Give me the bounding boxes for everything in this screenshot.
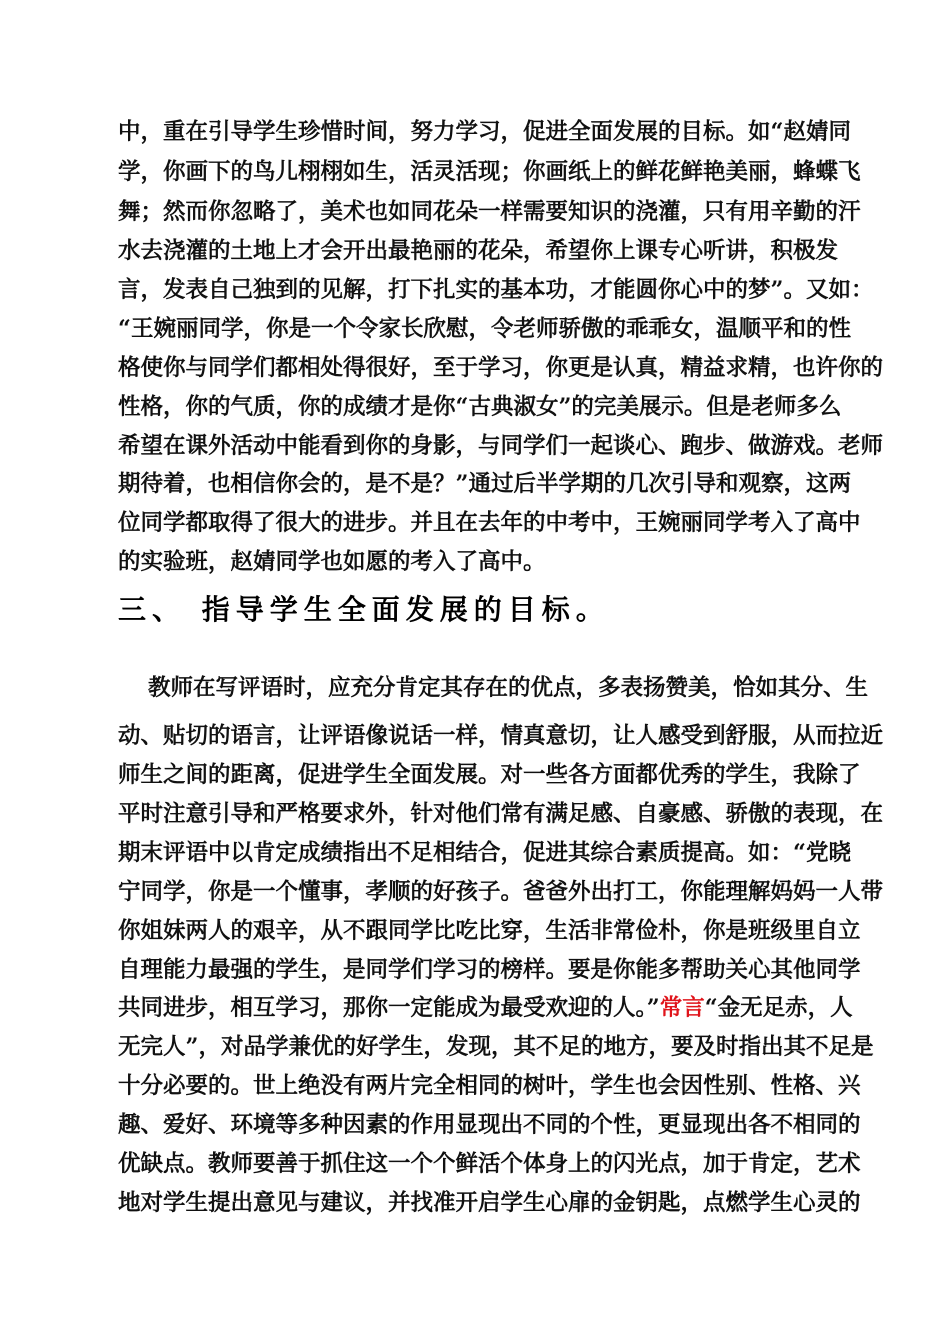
paragraph-line: 宁同学，你是一个懂事，孝顺的好孩子。爸爸外出打工，你能理解妈妈一人带 bbox=[118, 879, 884, 905]
paragraph-line: 格使你与同学们都相处得很好，至于学习，你更是认真，精益求精，也许你的 bbox=[118, 355, 884, 381]
paragraph-line: 中，重在引导学生珍惜时间，努力学习，促进全面发展的目标。如“赵婧同 bbox=[118, 119, 851, 145]
paragraph-line: 舞；然而你忽略了，美术也如同花朵一样需要知识的浇灌，只有用辛勤的汗 bbox=[118, 199, 861, 225]
highlight-text: 常言 bbox=[659, 995, 705, 1021]
paragraph-line: 你姐妹两人的艰辛，从不跟同学比吃比穿，生活非常俭朴，你是班级里自立 bbox=[118, 918, 861, 944]
paragraph-line: 十分必要的。世上绝没有两片完全相同的树叶，学生也会因性别、性格、兴 bbox=[118, 1073, 861, 1099]
paragraph-line: 言，发表自己独到的见解，打下扎实的基本功，才能圆你心中的梦”。又如： bbox=[118, 277, 874, 303]
text-segment: “金无足赤，人 bbox=[704, 995, 853, 1021]
paragraph-line: 期末评语中以肯定成绩指出不足相结合，促进其综合素质提高。如：“党晓 bbox=[118, 840, 851, 866]
paragraph-line: 趣、爱好、环境等多种因素的作用显现出不同的个性，更显现出各不相同的 bbox=[118, 1112, 861, 1138]
paragraph-line: 位同学都取得了很大的进步。并且在去年的中考中，王婉丽同学考入了高中 bbox=[118, 510, 861, 536]
paragraph-line: 自理能力最强的学生，是同学们学习的榜样。要是你能多帮助关心其他同学 bbox=[118, 957, 861, 983]
section-heading: 三、 指导学生全面发展的目标。 bbox=[118, 593, 610, 626]
paragraph-line: 水去浇灌的土地上才会开出最艳丽的花朵，希望你上课专心听讲，积极发 bbox=[118, 238, 839, 264]
paragraph-line: 平时注意引导和严格要求外，针对他们常有满足感、自豪感、骄傲的表现，在 bbox=[118, 801, 884, 827]
paragraph-line: 动、贴切的语言，让评语像说话一样，情真意切，让人感受到舒服，从而拉近 bbox=[118, 723, 884, 749]
paragraph-line: 地对学生提出意见与建议，并找准开启学生心扉的金钥匙，点燃学生心灵的 bbox=[118, 1190, 861, 1216]
paragraph-line-with-highlight bbox=[118, 993, 853, 1023]
paragraph-line: 无完人”，对品学兼优的好学生，发现，其不足的地方，要及时指出其不足是 bbox=[118, 1034, 874, 1060]
paragraph-line: “王婉丽同学，你是一个令家长欣慰，令老师骄傲的乖乖女，温顺平和的性 bbox=[118, 316, 851, 342]
paragraph-line: 师生之间的距离，促进学生全面发展。对一些各方面都优秀的学生，我除了 bbox=[118, 762, 861, 788]
paragraph-line: 优缺点。教师要善于抓住这一个个鲜活个体身上的闪光点，加于肯定，艺术 bbox=[118, 1151, 861, 1177]
paragraph-line: 性格，你的气质，你的成绩才是你“古典淑女”的完美展示。但是老师多么 bbox=[118, 394, 842, 420]
paragraph-line: 期待着，也相信你会的，是不是？”通过后半学期的几次引导和观察，这两 bbox=[118, 471, 851, 497]
paragraph-line: 的实验班，赵婧同学也如愿的考入了高中。 bbox=[118, 549, 546, 575]
text-segment: 共同进步，相互学习，那你一定能成为最受欢迎的人。” bbox=[118, 995, 660, 1021]
paragraph-line: 学，你画下的鸟儿栩栩如生，活灵活现；你画纸上的鲜花鲜艳美丽，蜂蝶飞 bbox=[118, 159, 861, 185]
paragraph-line: 希望在课外活动中能看到你的身影，与同学们一起谈心、跑步、做游戏。老师 bbox=[118, 433, 884, 459]
paragraph-line: 教师在写评语时，应充分肯定其存在的优点，多表扬赞美，恰如其分、生 bbox=[148, 675, 869, 701]
